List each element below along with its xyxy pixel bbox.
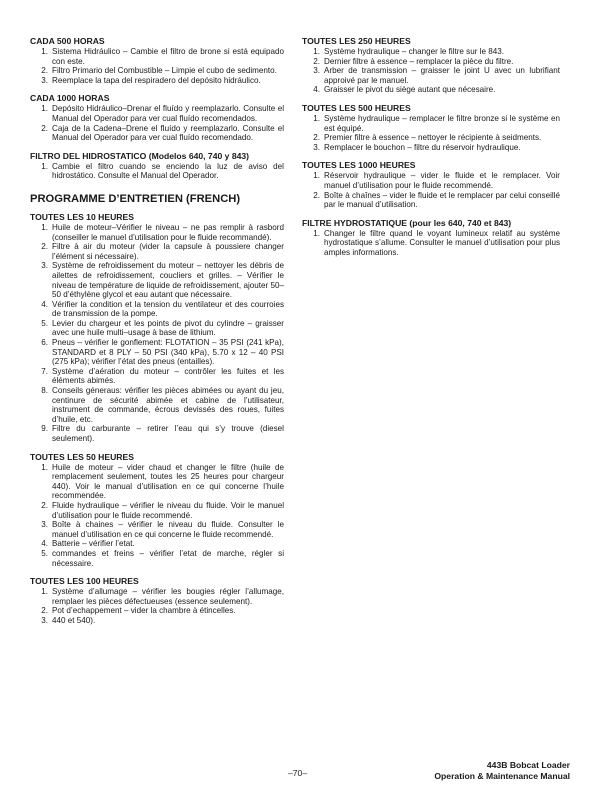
list-item xyxy=(30,606,284,616)
item-text: Changer le filtre quand le voyant lumineux relatif au système hydrostatique s’allume. Consulter le manuel d’utilisation pour plus amples informations. xyxy=(324,228,560,257)
item-text: Cambie el filtro cuando se enciendo la luz de aviso del hidrostático. Consulte el Manual del Operador. xyxy=(52,161,284,181)
item-number: 3. xyxy=(41,261,48,271)
item-number: 3. xyxy=(313,66,320,76)
item-text: Huile de moteur – vider chaud et changer le filtre (huile de remplacement seulement, toutes les 25 heures pour chargeur 440). Voir le manual d’utilisation en ce qui concerne l’huile recommendée. xyxy=(52,462,284,501)
list-item xyxy=(30,549,284,568)
item-number: 1. xyxy=(41,47,48,56)
section-toutes-10 xyxy=(30,212,284,444)
item-text: Arber de transmission – graisser le joint U avec un lubrifiant approivé par le manuel. xyxy=(324,66,560,85)
section-filtro-hidrostatico xyxy=(30,151,284,181)
list-item xyxy=(302,66,560,85)
item-text: 440 et 540). xyxy=(52,615,96,625)
item-list xyxy=(30,463,284,569)
item-text: Filtre à air du moteur (vider la capsule à poussiere changer l’élément si nécessaire). xyxy=(52,242,284,261)
item-text: Boîte à chaines – vérifier le niveau du fluide. Consulter le manuel d’utilisation en ce qui concerne le fluide recommendé. xyxy=(52,520,284,539)
item-number: 2. xyxy=(41,123,48,133)
section-title: TOUTES LES 50 HEURES xyxy=(30,451,134,462)
item-number: 3. xyxy=(41,75,48,85)
item-number: 5. xyxy=(41,318,48,328)
item-list xyxy=(302,114,560,152)
list-item xyxy=(30,319,284,338)
item-list xyxy=(30,162,284,181)
item-number: 1. xyxy=(41,587,48,597)
list-item xyxy=(30,463,284,501)
item-text: Filtro Primario del Combustible – Limpie el cubo de sedimento. xyxy=(52,66,277,76)
item-number: 7. xyxy=(41,366,48,376)
list-item xyxy=(302,133,560,143)
item-text: Premier filtre à essence – nettoyer le récipiente à seidments. xyxy=(324,133,542,143)
list-item xyxy=(30,338,284,367)
item-number: 1. xyxy=(313,113,320,123)
item-text: Huile de moteur–Vérifier le niveau – ne pas remplir à rasbord (conseiller le manuel d’utilisation pour le fluide recommandé). xyxy=(52,222,284,242)
item-text: Graisser le pivot du siège autant que nécesaire. xyxy=(324,85,496,95)
manual-name: Operation & Maintenance Manual xyxy=(434,771,570,781)
list-item xyxy=(302,191,560,210)
item-list xyxy=(30,104,284,142)
list-item xyxy=(30,386,284,424)
item-number: 6. xyxy=(41,338,48,348)
section-filtre-hydrostatique xyxy=(302,218,560,258)
item-text: Batterie – vérifier l’etat. xyxy=(52,539,135,549)
list-item xyxy=(302,143,560,153)
section-title: TOUTES LES 1000 HEURES xyxy=(302,160,416,171)
item-text: Pneus – vérifier le gonflement: FLOTATION – 35 PSI (241 kPa), STANDARD et 8 PLY – 50 PSI (340 kPa), 5.70 x 12 – 40 PSI (275 kPa); vérifier l’état des pneus (entailles). xyxy=(52,338,284,367)
item-number: 2. xyxy=(41,242,48,252)
item-text: commandes et freins – vérifier l’etat de marche, régler si nécessaire. xyxy=(52,548,284,568)
list-item xyxy=(302,57,560,67)
item-number: 1. xyxy=(313,228,320,238)
section-title: CADA 1000 HORAS xyxy=(30,93,110,104)
item-number: 1. xyxy=(313,171,320,181)
item-text: Dernier filtre à essence – remplacer la pièce du filtre. xyxy=(324,56,514,66)
list-item xyxy=(30,66,284,76)
list-item xyxy=(30,616,284,626)
item-text: Système hydraulique – changer le filtre sur le 843. xyxy=(324,47,504,56)
item-number: 2. xyxy=(41,500,48,510)
list-item xyxy=(302,229,560,258)
list-item xyxy=(302,114,560,133)
list-item xyxy=(30,47,284,66)
list-item xyxy=(30,501,284,520)
item-text: Caja de la Cadena–Drene el fluído y reemplazarlo. Consulte el Manual del Operador para ver cual fluído recomendado. xyxy=(52,123,284,143)
item-number: 4. xyxy=(41,539,48,549)
section-toutes-100 xyxy=(30,576,284,625)
list-item xyxy=(302,47,560,57)
section-title: FILTRE HYDROSTATIQUE (pour les 640, 740 et 843) xyxy=(302,217,512,228)
item-list xyxy=(302,47,560,95)
list-item xyxy=(30,104,284,123)
item-text: Reemplace la tapa del respiradero del depósito hidráulico. xyxy=(52,75,261,85)
item-number: 2. xyxy=(313,56,320,66)
item-number: 3. xyxy=(41,520,48,530)
item-text: Remplacer le bouchon – filtre du réservoir hydraulique. xyxy=(324,142,521,152)
footer-title xyxy=(434,760,570,782)
section-toutes-500 xyxy=(302,103,560,152)
list-item xyxy=(30,587,284,606)
item-text: Système de refroidissement du moteur – nettoyer les débris de ailettes de refroidissement, coucliers et grilles. – Vérifier le niveau de température de liquide de refroidissement, ajouter 50–50 d’éthylène glycol et eau autant que nécessaire. xyxy=(52,261,284,300)
section-title: TOUTES LES 10 HEURES xyxy=(30,211,134,222)
item-number: 8. xyxy=(41,386,48,396)
item-number: 1. xyxy=(41,462,48,472)
section-toutes-50 xyxy=(30,452,284,569)
left-column xyxy=(30,36,284,634)
item-number: 1. xyxy=(41,222,48,232)
item-text: Depósito Hidráulico–Drenar el fluído y reemplazarlo. Consulte el Manual del Operador para ver cual fluído recomendados. xyxy=(52,104,284,123)
item-text: Système d’aération du moteur – contrôler les fuites et les éléments abimés. xyxy=(52,366,284,386)
item-number: 1. xyxy=(41,161,48,171)
item-number: 2. xyxy=(41,606,48,616)
item-list xyxy=(302,229,560,258)
section-title: TOUTES LES 250 HEURES xyxy=(302,36,411,46)
item-text: Sistema Hidráulico – Cambie el filtro de brone si está equipado con este. xyxy=(52,47,284,66)
item-number: 1. xyxy=(313,47,320,56)
item-number: 4. xyxy=(313,85,320,95)
list-item xyxy=(30,162,284,181)
item-number: 1. xyxy=(41,104,48,114)
section-title: CADA 500 HORAS xyxy=(30,36,105,46)
item-number: 3. xyxy=(41,615,48,625)
right-column xyxy=(302,36,560,266)
item-list xyxy=(302,171,560,209)
list-item xyxy=(30,539,284,549)
item-text: Filtre du carburante – retirer l’eau qui s’y trouve (diesel seulement). xyxy=(52,424,284,443)
list-item xyxy=(30,424,284,443)
section-cada-500 xyxy=(30,36,284,85)
list-item xyxy=(30,124,284,143)
list-item xyxy=(30,242,284,261)
item-text: Réservoir hydraulique – vider le fluide et le remplacer. Voir manuel d’utilisation pour le fluide recommendé. xyxy=(324,171,560,190)
list-item xyxy=(302,171,560,190)
item-text: Levier du chargeur et les points de pivot du cylindre – graisser avec une huile multi–usage à base de lithium. xyxy=(52,318,284,338)
section-toutes-250 xyxy=(302,36,560,95)
list-item xyxy=(30,520,284,539)
item-text: Fluide hydraulique – vérifier le niveau du fluide. Voir le manuel d’utilisation pour le fluide recommendé. xyxy=(52,500,284,520)
item-list xyxy=(30,223,284,444)
item-number: 2. xyxy=(313,190,320,200)
item-number: 3. xyxy=(313,142,320,152)
page-number: –70– xyxy=(288,768,308,778)
section-cada-1000 xyxy=(30,93,284,142)
item-text: Système d’allumage – vérifier les bougies régler l’allumage, remplaer les pièces défectueuses (essence seulement). xyxy=(52,587,284,606)
item-number: 2. xyxy=(313,133,320,143)
item-list xyxy=(30,47,284,85)
item-text: Vérifier la condition et la tension du ventilateur et des courroies de transmission de la pompe. xyxy=(52,299,284,319)
list-item xyxy=(302,85,560,95)
item-text: Pot d’echappement – vider la chambre à étincelles. xyxy=(52,606,236,616)
model-name: 443B Bobcat Loader xyxy=(486,760,570,770)
item-text: Système hydraulique – remplacer le filtre bronze si le système en est équipé. xyxy=(324,113,560,133)
list-item xyxy=(30,300,284,319)
section-title: TOUTES LES 100 HEURES xyxy=(30,576,139,587)
item-number: 4. xyxy=(41,299,48,309)
item-number: 5. xyxy=(41,548,48,558)
programme-title: PROGRAMME D’ENTRETIEN (FRENCH) xyxy=(30,192,241,205)
item-list xyxy=(30,587,284,625)
item-number: 2. xyxy=(41,66,48,76)
section-title: TOUTES LES 500 HEURES xyxy=(302,102,411,113)
item-number: 9. xyxy=(41,424,48,434)
section-toutes-1000 xyxy=(302,160,560,209)
list-item xyxy=(30,261,284,299)
list-item xyxy=(30,223,284,242)
item-text: Boîte à chaînes – vider le fluide et le remplacer par celui conseillé par le manual d’utilisation. xyxy=(324,190,560,210)
list-item xyxy=(30,367,284,386)
list-item xyxy=(30,76,284,86)
item-text: Conseils géneraus: vérifier les pièces abimées ou ayant du jeu, centinure de sécurité abimée et cabine de l’utilisateur, instrument de commande, écrous devissés des roues, fuites d’huile, etc. xyxy=(52,386,284,424)
section-title: FILTRO DEL HIDROSTATICO (Modelos 640, 740 y 843) xyxy=(30,150,250,161)
